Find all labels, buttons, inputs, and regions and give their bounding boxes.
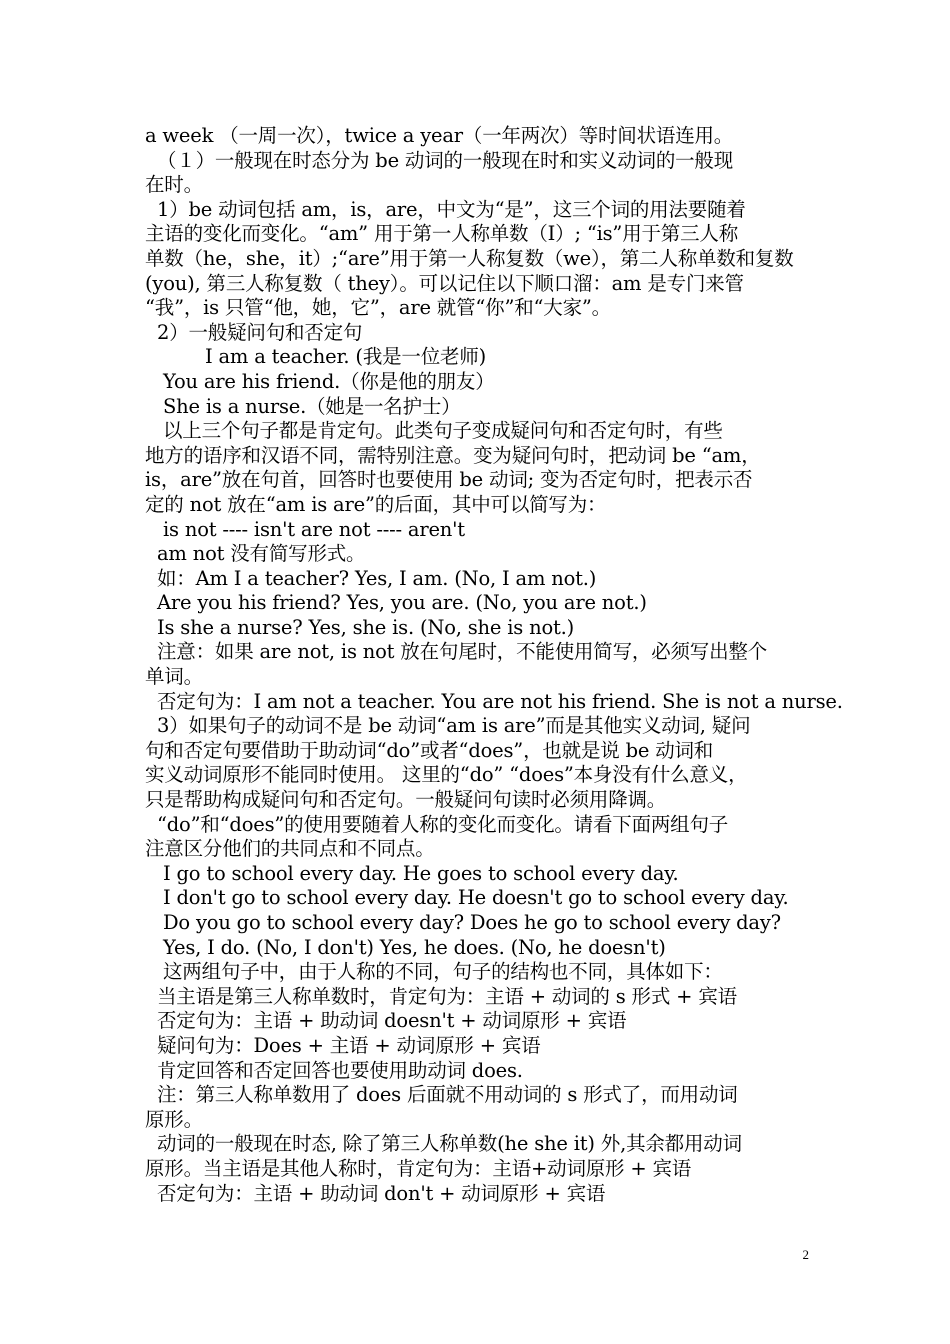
text-line: 注意区分他们的共同点和不同点。	[145, 837, 435, 861]
text-line: 以上三个句子都是肯定句。此类句子变成疑问句和否定句时，有些	[145, 419, 723, 443]
text-line: 肯定回答和否定回答也要使用助动词 does.	[145, 1058, 523, 1082]
text-line: 如：Am I a teacher? Yes, I am. (No, I am not.)	[145, 566, 597, 590]
text-line: 注意：如果 are not, is not 放在句尾时，不能使用简写，必须写出整个	[145, 640, 767, 664]
text-line: 定的 not 放在“am is are”的后面，其中可以简写为：	[145, 492, 607, 516]
text-line: 3）如果句子的动词不是 be 动词“am is are”而是其他实义动词, 疑问	[145, 714, 751, 738]
text-line: 1）be 动词包括 am，is，are，中文为“是”，这三个词的用法要随着	[145, 197, 746, 221]
page-number: 2	[802, 1247, 809, 1262]
text-line: 只是帮助构成疑问句和否定句。一般疑问句读时必须用降调。	[145, 788, 667, 812]
text-line: 疑问句为：Does + 主语 + 动词原形 + 宾语	[145, 1033, 541, 1057]
text-line: 句和否定句要借助于助动词“do”或者“does”，也就是说 be 动词和	[145, 738, 714, 762]
text-line: She is a nurse.（她是一名护士）	[145, 394, 461, 418]
text-line: Are you his friend? Yes, you are. (No, you are not.)	[145, 591, 647, 615]
text-line: You are his friend.（你是他的朋友）	[145, 369, 495, 393]
text-line: Do you go to school every day? Does he go to school every day?	[145, 911, 781, 934]
text-line: 否定句为：主语 + 助动词 doesn't + 动词原形 + 宾语	[145, 1009, 627, 1033]
text-line: 单数（he，she，it）;“are”用于第一人称复数（we），第二人称单数和复数	[145, 246, 794, 270]
text-line: I go to school every day. He goes to school every day.	[145, 861, 679, 885]
text-line: a week （一周一次），twice a year（一年两次）等时间状语连用。	[145, 124, 734, 147]
text-line: am not 没有简写形式。	[145, 542, 366, 566]
body-text	[145, 124, 843, 1206]
text-line: 原形。当主语是其他人称时，肯定句为：主语+动词原形 + 宾语	[145, 1156, 692, 1180]
text-line: 2）一般疑问句和否定句	[145, 320, 363, 344]
text-line: 主语的变化而变化。“am” 用于第一人称单数（I）; “is”用于第三人称	[145, 222, 739, 246]
text-line: is not ---- isn't are not ---- aren't	[145, 517, 465, 541]
text-line: “我”，is 只管“他，她，它”，are 就管“你”和“大家”。	[145, 296, 611, 320]
text-line: (you), 第三人称复数（ they）。可以记住以下顺口溜：am 是专门来管	[145, 271, 744, 295]
text-line: 这两组句子中，由于人称的不同，句子的结构也不同，具体如下：	[145, 960, 723, 984]
text-line: 单词。	[145, 665, 203, 689]
text-line: 在时。	[145, 173, 203, 197]
text-line: （１）一般现在时态分为 be 动词的一般现在时和实义动词的一般现	[145, 148, 734, 172]
text-line: Is she a nurse? Yes, she is. (No, she is not.)	[145, 615, 575, 639]
text-line: 注：第三人称单数用了 does 后面就不用动词的 s 形式了，而用动词	[145, 1083, 738, 1107]
text-line: I don't go to school every day. He doesn't go to school every day.	[145, 886, 789, 910]
text-line: 实义动词原形不能同时使用。 这里的“do” “does”本身没有什么意义，	[145, 763, 748, 787]
text-line: 地方的语序和汉语不同，需特别注意。变为疑问句时，把动词 be “am，	[145, 443, 761, 467]
text-line: is，are”放在句首，回答时也要使用 be 动词; 变为否定句时，把表示否	[145, 468, 753, 492]
text-line: 否定句为：I am not a teacher. You are not his friend. She is not a nurse.	[145, 689, 843, 713]
text-line: 否定句为：主语 + 助动词 don't + 动词原形 + 宾语	[145, 1181, 606, 1205]
text-line: Yes, I do. (No, I don't) Yes, he does. (No, he doesn't)	[145, 935, 666, 959]
text-line: 原形。	[145, 1107, 203, 1131]
text-line: 当主语是第三人称单数时，肯定句为：主语 + 动词的 s 形式 + 宾语	[145, 984, 737, 1008]
text-line: 动词的一般现在时态, 除了第三人称单数(he she it) 外,其余都用动词	[145, 1132, 742, 1156]
text-line: “do”和“does”的使用要随着人称的变化而变化。请看下面两组句子	[145, 812, 729, 836]
text-line: I am a teacher. (我是一位老师)	[145, 345, 487, 369]
